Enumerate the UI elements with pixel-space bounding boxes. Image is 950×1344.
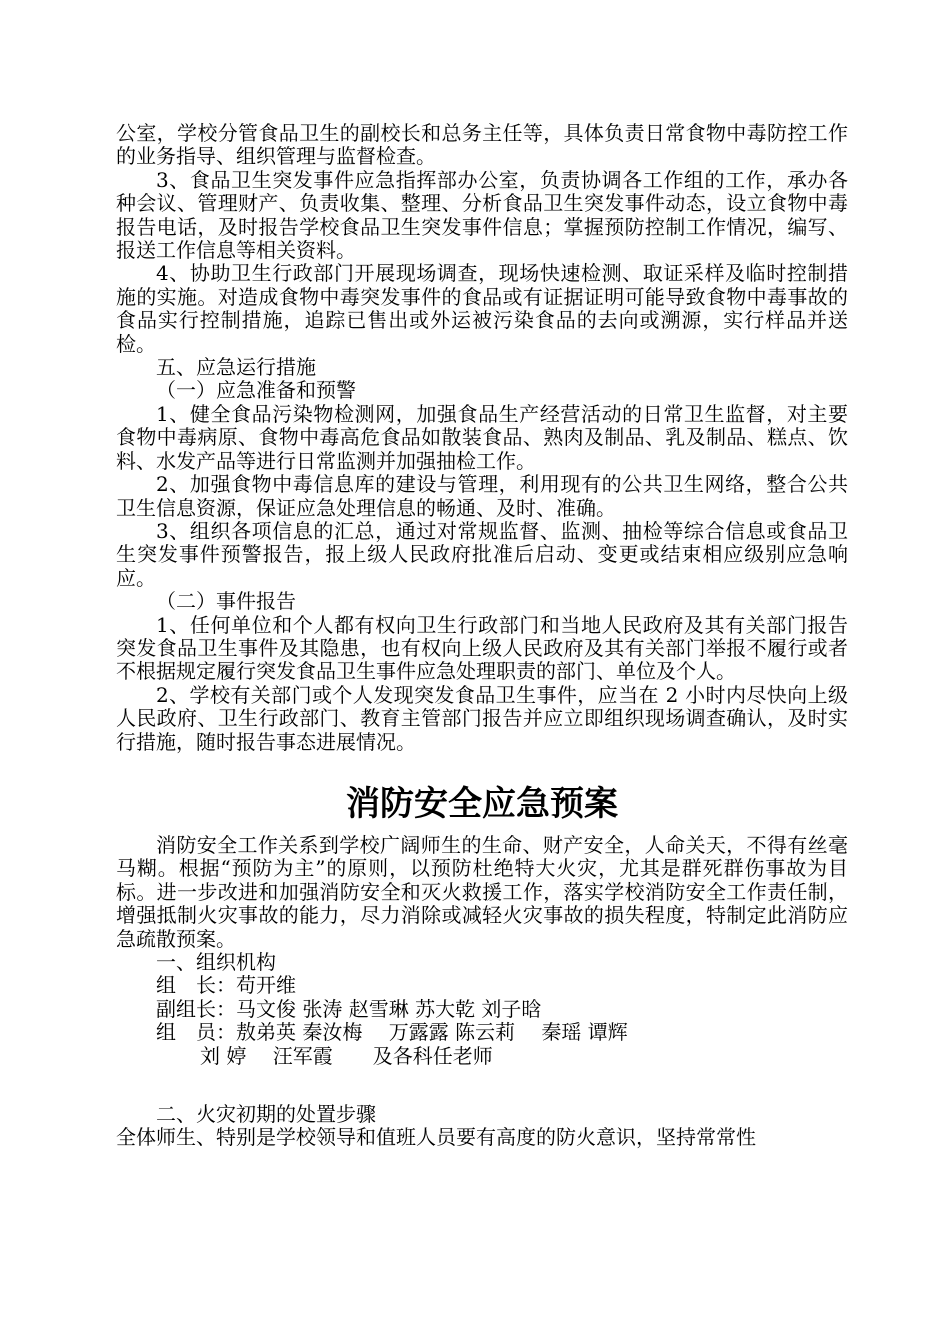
subheading-event-report: （二）事件报告 (156, 589, 296, 614)
members-line-2: 刘 婷 汪军霞 及各科任老师 (200, 1043, 493, 1068)
section-title-fire-safety: 消防安全应急预案 (346, 783, 618, 824)
paragraph-prep-2: 2、加强食物中毒信息库的建设与管理，利用现有的公共卫生网络，整合公共卫生信息资源，保证应急处理信息的畅通、及时、准确。 (116, 472, 848, 520)
paragraph-item-4: 4、协助卫生行政部门开展现场调查，现场快速检测、取证采样及临时控制措施的实施。对造成食物中毒突发事件的食品或有证据证明可能导致食物中毒事故的食品实行控制措施，追踪已售出或外运被污染食品的去向或溯源，实行样品并送检。 (116, 261, 848, 356)
heading-emergency-measures: 五、应急运行措施 (156, 355, 316, 380)
heading-organization: 一、组织机构 (156, 950, 276, 974)
document-page (116, 122, 848, 1150)
paragraph-report-2: 2、学校有关部门或个人发现突发食品卫生事件，应当在 2 小时内尽快向上级人民政府、卫生行政部门、教育主管部门报告并应立即组织现场调查确认，及时实行措施，随时报告事态进展情况。 (116, 682, 848, 754)
deputy-line: 副组长：马文俊 张涛 赵雪琳 苏大乾 刘子晗 (156, 996, 542, 1021)
paragraph-prep-1: 1、健全食品污染物检测网，加强食品生产经营活动的日常卫生监督，对主要食物中毒病原、食物中毒高危食品如散装食品、熟肉及制品、乳及制品、糕点、饮料、水发产品等进行日常监测并加强抽检工作。 (116, 401, 848, 473)
paragraph-fire-intro: 消防安全工作关系到学校广阔师生的生命、财产安全，人命关天，不得有丝毫马糊。根据“预防为主”的原则，以预防杜绝特大火灾，尤其是群死群伤事故为目标。进一步改进和加强消防安全和灭火救援工作，落实学校消防安全工作责任制，增强抵制火灾事故的能力，尽力消除或减轻火灾事故的损失程度，特制定此消防应急疏散预案。 (116, 832, 848, 951)
leader-line: 组 长：苟开维 (156, 973, 296, 998)
members-line: 组 员：敖弟英 秦汝梅 万露露 陈云莉 秦瑶 谭辉 (156, 1020, 628, 1045)
paragraph-office-intro: 公室，学校分管食品卫生的副校长和总务主任等，具体负责日常食物中毒防控工作的业务指导、组织管理与监督检查。 (116, 121, 848, 169)
spacer (116, 1068, 848, 1103)
subheading-preparation-warning: （一）应急准备和预警 (156, 378, 356, 403)
paragraph-item-3: 3、食品卫生突发事件应急指挥部办公室，负责协调各工作组的工作，承办各种会议、管理财产、负责收集、整理、分析食品卫生突发事件动态，设立食物中毒报告电话，及时报告学校食品卫生突发事件信息；掌握预防控制工作情况，编写、报送工作信息等相关资料。 (116, 167, 848, 263)
heading-fire-initial-steps: 二、火灾初期的处置步骤 (156, 1102, 376, 1127)
paragraph-prep-3: 3、组织各项信息的汇总，通过对常规监督、监测、抽检等综合信息或食品卫生突发事件预警报告，报上级人民政府批准后启动、变更或结束相应级别应急响应。 (116, 518, 848, 590)
paragraph-fire-awareness: 全体师生、特别是学校领导和值班人员要有高度的防火意识，坚持常常性 (116, 1125, 756, 1150)
paragraph-report-1: 1、任何单位和个人都有权向卫生行政部门和当地人民政府及其有关部门报告突发食品卫生事件及其隐患，也有权向上级人民政府及其有关部门举报不履行或者不根据规定履行突发食品卫生事件应急处理职责的部门、单位及个人。 (116, 612, 848, 684)
